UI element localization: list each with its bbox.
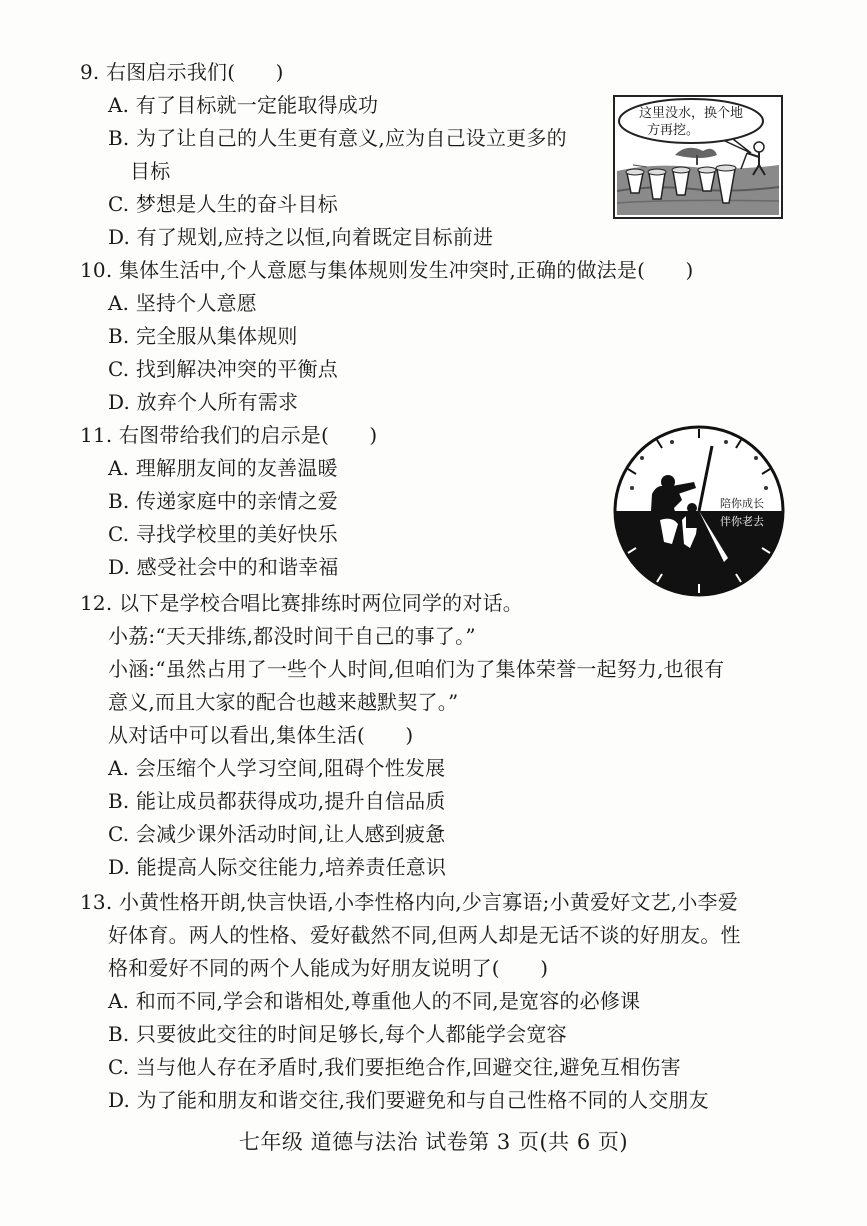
q12-option-b: B. 能让成员都获得成功,提升自信品质 [108, 789, 446, 813]
q10-option-d: D. 放弃个人所有需求 [108, 390, 299, 414]
q13-option-b: B. 只要彼此交往的时间足够长,每个人都能学会宽容 [108, 1022, 567, 1046]
q13-option-d: D. 为了能和朋友和谐交往,我们要避免和与自己性格不同的人交朋友 [108, 1088, 709, 1112]
q9-bubble-line2: 方再挖。 [646, 123, 700, 138]
q9-option-c: C. 梦想是人生的奋斗目标 [108, 192, 338, 216]
q9-stem: 9. 右图启示我们( ) [80, 60, 284, 84]
q10-option-a: A. 坚持个人意愿 [108, 291, 257, 315]
q12-option-c: C. 会减少课外活动时间,让人感到疲惫 [108, 822, 446, 846]
q11-option-c: C. 寻找学校里的美好快乐 [108, 522, 338, 546]
q12-stem: 12. 以下是学校合唱比赛排练时两位同学的对话。 [80, 591, 523, 615]
q9-cartoon [613, 95, 783, 219]
q9-option-a: A. 有了目标就一定能取得成功 [108, 93, 379, 117]
q13-option-a: A. 和而不同,学会和谐相处,尊重他人的不同,是宽容的必修课 [108, 989, 641, 1013]
page-footer: 七年级 道德与法治 试卷第 3 页(共 6 页) [238, 1130, 629, 1154]
q11-clock-label2: 伴你老去 [720, 515, 764, 528]
q9-bubble-line1: 这里没水，换个地 [638, 106, 744, 121]
q13-stem-3: 格和爱好不同的两个人能成为好朋友说明了( ) [108, 956, 549, 980]
q11-clock-illustration [612, 424, 786, 598]
q11-clock-label1: 陪你成长 [720, 497, 764, 510]
q9-option-b: B. 为了让自己的人生更有意义,应为自己设立更多的 [108, 126, 567, 150]
q10-stem: 10. 集体生活中,个人意愿与集体规则发生冲突时,正确的做法是( ) [80, 258, 694, 282]
q11-option-d: D. 感受社会中的和谐幸福 [108, 555, 339, 579]
q12-option-d: D. 能提高人际交往能力,培养责任意识 [108, 855, 447, 879]
q13-stem-2: 好体育。两人的性格、爱好截然不同,但两人却是无话不谈的好朋友。性 [108, 923, 741, 947]
q9-option-b-cont: 目标 [130, 159, 171, 183]
q11-option-a: A. 理解朋友间的友善温暖 [108, 456, 338, 480]
q10-option-b: B. 完全服从集体规则 [108, 324, 298, 348]
q12-question: 从对话中可以看出,集体生活( ) [108, 723, 414, 747]
q10-option-c: C. 找到解决冲突的平衡点 [108, 357, 338, 381]
q12-dialog-2: 小涵:“虽然占用了一些个人时间,但咱们为了集体荣誉一起努力,也很有 [108, 657, 725, 681]
q9-option-d: D. 有了规划,应持之以恒,向着既定目标前进 [108, 225, 494, 249]
q11-stem: 11. 右图带给我们的启示是( ) [80, 423, 378, 447]
q11-option-b: B. 传递家庭中的亲情之爱 [108, 489, 339, 513]
q12-dialog-1: 小荔:“天天排练,都没时间干自己的事了。” [108, 624, 476, 648]
q12-option-a: A. 会压缩个人学习空间,阻碍个性发展 [108, 756, 446, 780]
q13-stem-1: 13. 小黄性格开朗,快言快语,小李性格内向,少言寡语;小黄爱好文艺,小李爱 [80, 890, 738, 914]
q12-dialog-2-cont: 意义,而且大家的配合也越来越默契了。” [108, 690, 459, 714]
q13-option-c: C. 当与他人存在矛盾时,我们要拒绝合作,回避交往,避免互相伤害 [108, 1055, 681, 1079]
